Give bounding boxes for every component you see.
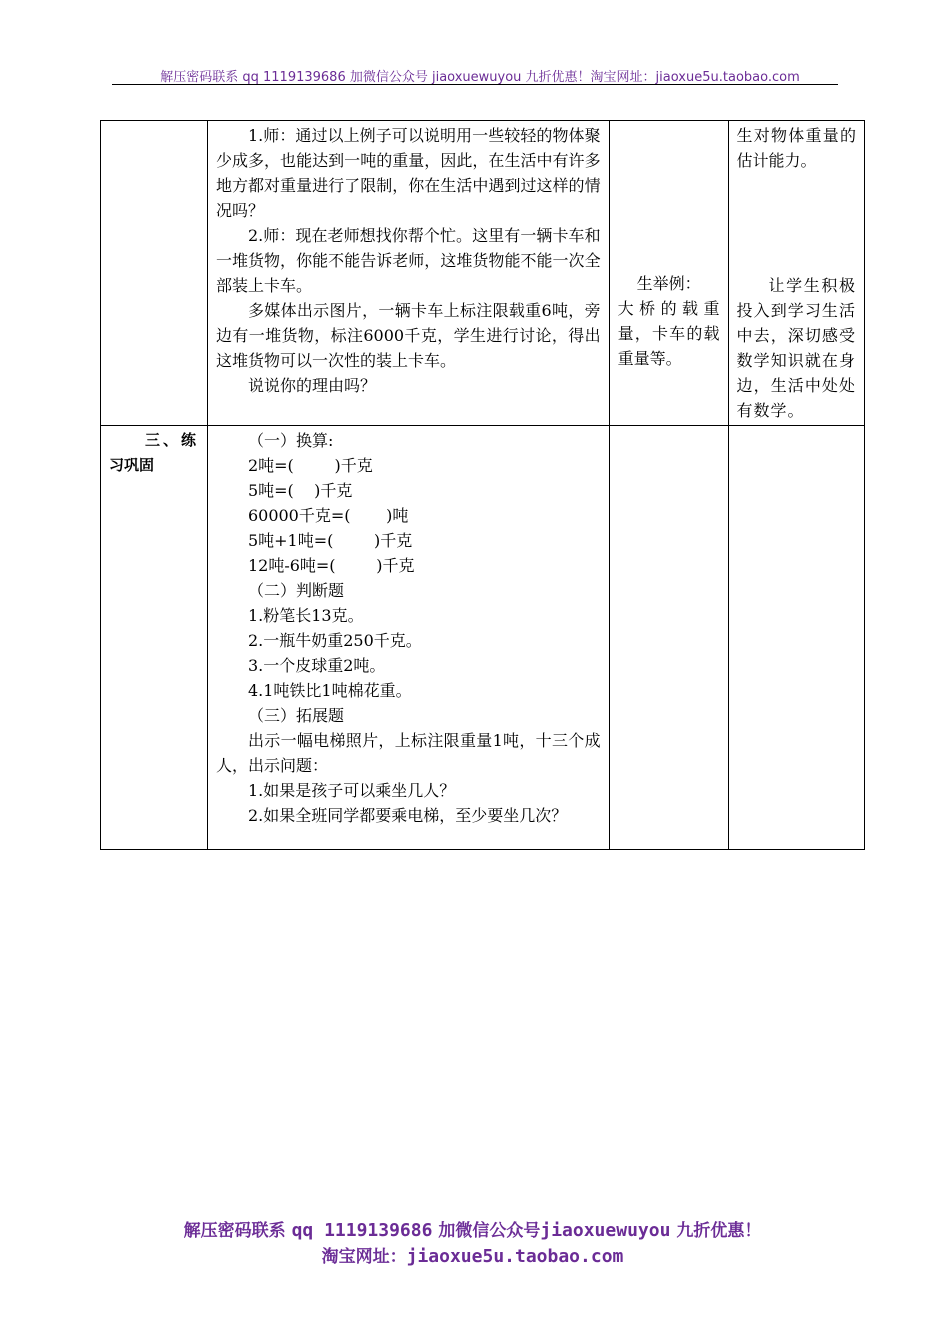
- design-intent-cell: [728, 426, 864, 850]
- footer-text: 九折优惠！: [676, 1221, 762, 1241]
- footer-text: 解压密码联系: [183, 1221, 286, 1241]
- exercise-line: 2吨=( )千克: [247, 456, 373, 475]
- exercise-line: 1.如果是孩子可以乘坐几人？: [247, 781, 456, 800]
- header-watermark-text: 解压密码联系 qq 1119139686 加微信公众号 jiaoxuewuyou 九折优惠！淘宝网址：jiaoxue5u.taobao.com: [160, 70, 800, 85]
- exercise-line: 2.一瓶牛奶重250千克。: [247, 631, 422, 650]
- exercise-line: 3.一个皮球重2吨。: [247, 656, 386, 675]
- exercise-line: （三）拓展题: [247, 706, 344, 725]
- exercise-line: （二）判断题: [247, 581, 344, 600]
- footer-text: 加微信公众号: [438, 1221, 541, 1241]
- exercise-line: 5吨+1吨=( )千克: [247, 531, 413, 550]
- lesson-plan-table: [100, 120, 865, 850]
- footer-text: 淘宝网址：: [321, 1247, 407, 1267]
- design-intent-text: 让学生积极投入到学习生活中去，深切感受数学知识就在身边，生活中处处有数学。: [736, 276, 856, 420]
- student-activity-heading: 生举例：: [636, 274, 701, 293]
- footer-watermark: [100, 1218, 845, 1270]
- design-intent-text: 生对物体重量的估计能力。: [736, 126, 856, 170]
- content-paragraph: 多媒体出示图片，一辆卡车上标注限载重6吨，旁边有一堆货物，标注6000千克，学生进行讨论，得出这堆货物可以一次性的装上卡车。: [215, 301, 601, 370]
- student-activity-cell: [609, 426, 728, 850]
- section-label: 三、练: [144, 431, 199, 449]
- content-paragraph: 2.如果全班同学都要乘电梯，至少要坐几次？: [247, 806, 568, 825]
- exercise-line: 5吨=( )千克: [247, 481, 353, 500]
- exercise-line: 60000千克=( )吨: [247, 506, 409, 525]
- table-row: [101, 426, 865, 850]
- content-paragraph: 出示一幅电梯照片，上标注限重量1吨，十三个成人，出示问题：: [215, 731, 601, 775]
- teaching-content-cell: [207, 121, 609, 426]
- footer-qq: qq 1119139686: [291, 1220, 433, 1241]
- student-activity-text: 大桥的载重量，卡车的载重量等。: [617, 299, 720, 368]
- content-paragraph: 1.师：通过以上例子可以说明用一些较轻的物体聚少成多，也能达到一吨的重量，因此，在生活中有许多地方都对重量进行了限制，你在生活中遇到过这样的情况吗？: [215, 126, 601, 220]
- section-label-cell: [101, 426, 208, 850]
- exercise-line: 4.1吨铁比1吨棉花重。: [247, 681, 412, 700]
- content-paragraph: 说说你的理由吗？: [247, 376, 376, 395]
- exercise-line: 12吨-6吨=( )千克: [247, 556, 415, 575]
- footer-shop-url: jiaoxue5u.taobao.com: [406, 1246, 624, 1267]
- teaching-content-cell: [207, 426, 609, 850]
- section-label-cell: [101, 121, 208, 426]
- footer-wechat: jiaoxuewuyou: [540, 1220, 671, 1241]
- design-intent-cell: [728, 121, 864, 426]
- exercise-line: （一）换算:: [247, 431, 334, 450]
- student-activity-cell: [609, 121, 728, 426]
- content-paragraph: 2.师：现在老师想找你帮个忙。这里有一辆卡车和一堆货物，你能不能告诉老师，这堆货物能不能一次全部装上卡车。: [215, 226, 601, 295]
- table-row: [101, 121, 865, 426]
- section-label: 习巩固: [109, 456, 155, 474]
- exercise-line: 1.粉笔长13克。: [247, 606, 364, 625]
- header-divider: [112, 84, 838, 85]
